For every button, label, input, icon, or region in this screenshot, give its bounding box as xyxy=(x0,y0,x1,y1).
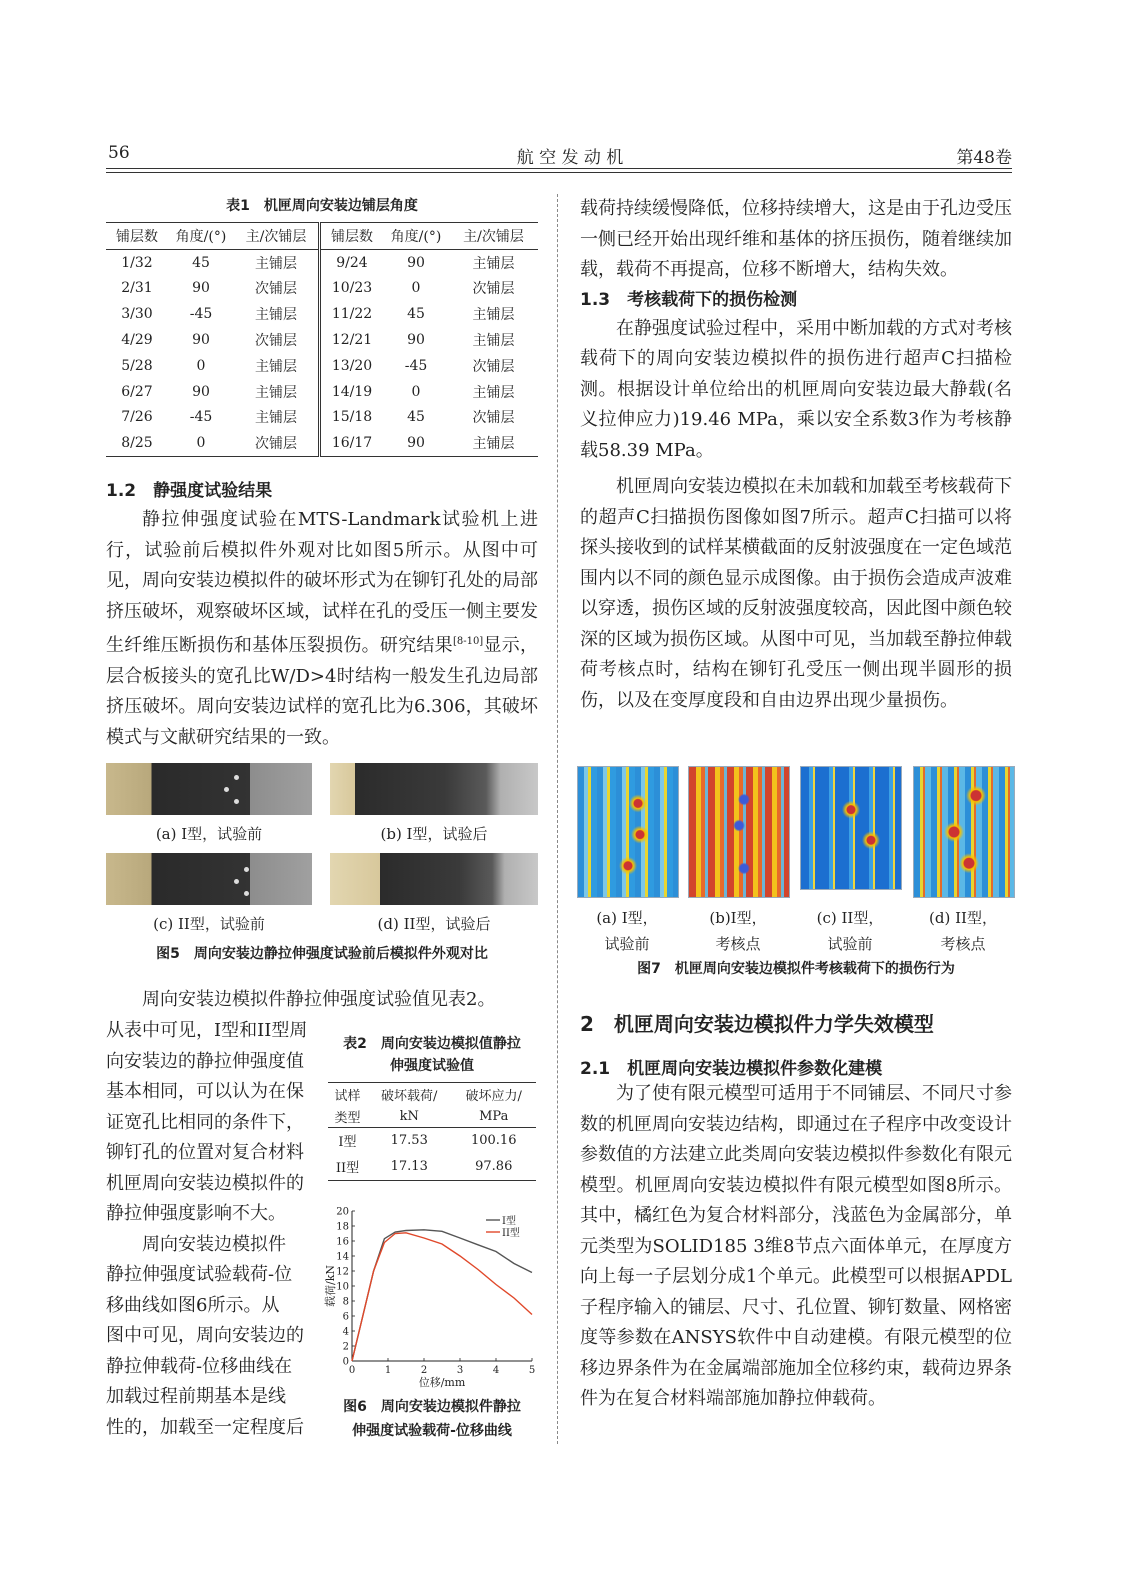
table2-header-row xyxy=(328,1105,536,1128)
rivet-hole-icon xyxy=(244,867,249,872)
fig7-label-line: 试验前 xyxy=(827,935,873,953)
table1-cell: 主铺层 xyxy=(472,436,515,453)
fig6-caption-line: 图6 周向安装边模拟件静拉 xyxy=(343,1399,521,1415)
text-line: 静拉伸载荷-位移曲线在 xyxy=(106,1355,293,1377)
table1-cell: 0 xyxy=(411,383,421,400)
fig7-label-c xyxy=(795,905,905,957)
table1-cell: 0 xyxy=(196,435,206,452)
section-1-2-heading: 1.2 静强度试验结果 xyxy=(106,481,273,502)
table2-header: 破坏载荷/ xyxy=(381,1088,438,1104)
table1-cell: 11/22 xyxy=(331,306,373,323)
table-row xyxy=(106,353,538,379)
table1-cell: 次铺层 xyxy=(234,327,320,353)
left-column xyxy=(106,194,538,753)
table1-header-row xyxy=(106,223,538,250)
table2-header: kN xyxy=(399,1108,419,1124)
rivet-hole-icon xyxy=(234,775,239,780)
table2-cell: 17.13 xyxy=(390,1159,428,1175)
fig7-caption: 图7 机匣周向安装边模拟件考核载荷下的损伤行为 xyxy=(637,961,955,977)
table1-cell: 13/20 xyxy=(331,357,373,374)
text-line: 静拉伸强度试验载荷-位 xyxy=(106,1264,293,1285)
table2-header: MPa xyxy=(479,1108,509,1124)
rivet-hole-icon xyxy=(234,799,239,804)
table2 xyxy=(328,1082,536,1181)
x-tick-label: 1 xyxy=(384,1365,392,1376)
fig7-label-d xyxy=(908,905,1018,957)
fig7-label-line: 考核点 xyxy=(715,935,761,953)
page-number: 56 xyxy=(108,143,130,163)
table1-cell: 主铺层 xyxy=(234,405,320,431)
text-line: 周向安装边模拟件 xyxy=(142,1233,286,1255)
table1-header: 铺层数 xyxy=(331,228,373,245)
y-tick-label: 4 xyxy=(342,1326,349,1338)
text-line: 机匣周向安装边模拟件的 xyxy=(106,1172,304,1194)
fig7-label-line: (b)I型， xyxy=(709,909,767,927)
text-line: 向安装边的静拉伸强度值 xyxy=(106,1050,304,1072)
fig7-scan-c xyxy=(800,766,902,890)
text-line: 铆钉孔的位置对复合材料 xyxy=(106,1142,304,1163)
section-1-3-paragraph: 在静强度试验过程中，采用中断加载的方式对考核载荷下的周向安装边模拟件的损伤进行超声C扫描检测。根据设计单位给出的机匣周向安装边最大静载(名义拉伸应力)19.46 MPa，乘以安全系数3作为考核静载58.39 MPa。 xyxy=(580,317,1012,461)
right-column xyxy=(580,194,1012,716)
table1-cell: 5/28 xyxy=(121,357,153,374)
fig7-label-line: (a) I型， xyxy=(596,909,658,927)
section-1-2-text-cont: 显示，层合板接头的宽孔比W/D>4时结构一般发生孔边局部挤压破坏。周向安装边试样的宽孔比为6.306，其破坏模式与文献研究结果的一致。 xyxy=(106,635,538,748)
table1-caption: 表1 机匣周向安装边铺层角度 xyxy=(226,198,418,214)
y-tick-label: 6 xyxy=(342,1311,349,1323)
fig7-scan-a xyxy=(577,766,679,898)
table1-cell: 9/24 xyxy=(336,254,368,271)
fig7-label-line: (c) II型， xyxy=(816,909,884,927)
x-tick-label: 0 xyxy=(348,1365,356,1376)
rivet-hole-icon xyxy=(234,879,239,884)
table1-cell: 主铺层 xyxy=(472,307,515,324)
rivet-hole-icon xyxy=(244,891,249,896)
table-row xyxy=(106,379,538,405)
table1-cell: 10/23 xyxy=(331,280,373,297)
x-axis-label: 位移/mm xyxy=(418,1376,466,1389)
fig7-label-line: (d) II型， xyxy=(929,909,997,927)
text-line: 性的，加载至一定程度后 xyxy=(106,1416,304,1438)
fig5-label-b: (b) I型，试验后 xyxy=(380,825,488,843)
table1-cell: 2/31 xyxy=(121,280,153,297)
x-tick-label: 2 xyxy=(420,1365,428,1376)
table1-cell: 0 xyxy=(411,280,421,297)
table1-cell: 90 xyxy=(407,435,425,452)
fig5-photo-a xyxy=(106,763,312,815)
table1-cell: 90 xyxy=(407,332,425,349)
table-row xyxy=(328,1128,536,1154)
fig7-label-b xyxy=(683,905,793,957)
table-row xyxy=(106,249,538,275)
x-tick-label: 3 xyxy=(456,1365,464,1376)
journal-title: 航 空 发 动 机 xyxy=(516,148,624,168)
fig7-label-line: 考核点 xyxy=(940,935,986,953)
table1-cell: 45 xyxy=(407,306,425,323)
table-row xyxy=(106,405,538,431)
table1-cell: -45 xyxy=(189,306,213,323)
section-2-1-heading: 2.1 机匣周向安装边模拟件参数化建模 xyxy=(580,1059,883,1079)
y-tick-label: 16 xyxy=(336,1236,349,1248)
rivet-hole-icon xyxy=(224,787,229,792)
table1-cell: 8/25 xyxy=(121,435,153,452)
table2-intro: 周向安装边模拟件静拉伸强度试验值见表2。 xyxy=(142,989,496,1010)
fig6-chart xyxy=(326,1205,538,1391)
series-line-1 xyxy=(352,1230,532,1361)
table1-cell: -45 xyxy=(189,409,213,426)
fig5-photo-c xyxy=(106,853,312,905)
table1-cell: 90 xyxy=(192,280,210,297)
table2-header: 类型 xyxy=(334,1110,361,1126)
table2-header: 试样 xyxy=(334,1088,361,1104)
citation: [8-10] xyxy=(452,636,484,648)
table1-cell: 主铺层 xyxy=(234,353,320,379)
fig5-caption: 图5 周向安装边静拉伸强度试验前后模拟件外观对比 xyxy=(156,946,488,962)
legend-label: I型 xyxy=(502,1216,516,1227)
header-rule xyxy=(106,168,1012,169)
x-tick-label: 5 xyxy=(528,1365,536,1376)
y-tick-label: 0 xyxy=(342,1356,349,1368)
table2-cell: 100.16 xyxy=(470,1133,517,1149)
table2-caption xyxy=(326,1033,538,1077)
y-tick-label: 10 xyxy=(336,1281,349,1293)
table1-cell: 16/17 xyxy=(331,435,373,452)
fig6-caption xyxy=(326,1395,538,1443)
x-tick-label: 4 xyxy=(492,1365,500,1376)
fig6-caption-line: 伸强度试验载荷-位移曲线 xyxy=(352,1423,512,1439)
table1-cell: 45 xyxy=(192,254,210,271)
table1-cell: 4/29 xyxy=(121,332,153,349)
table1-cell: 主铺层 xyxy=(234,301,320,327)
text-line: 证宽孔比相同的条件下， xyxy=(106,1111,304,1133)
table1-cell: -45 xyxy=(404,357,428,374)
table1-cell: 主铺层 xyxy=(234,379,320,405)
fig7-label-line: 试验前 xyxy=(604,935,650,953)
left-bottom-text-a xyxy=(106,1016,320,1443)
fig7-scan-b xyxy=(688,766,790,898)
table2-cell: 97.86 xyxy=(475,1159,513,1175)
table1-cell: 次铺层 xyxy=(472,410,515,427)
y-tick-label: 12 xyxy=(336,1266,349,1278)
y-tick-label: 14 xyxy=(336,1251,349,1263)
table1-header: 铺层数 xyxy=(116,228,158,245)
legend-label: II型 xyxy=(502,1228,520,1239)
y-tick-label: 2 xyxy=(342,1341,349,1353)
fig5-label-c: (c) II型，试验前 xyxy=(153,915,265,933)
table1-cell: 3/30 xyxy=(121,306,153,323)
table-row xyxy=(328,1154,536,1180)
table1-cell: 主铺层 xyxy=(472,384,515,401)
table1-cell: 15/18 xyxy=(331,409,373,426)
y-axis-label: 载荷/kN xyxy=(324,1265,337,1307)
table1-header: 角度/(°) xyxy=(175,228,227,245)
table1-cell: 次铺层 xyxy=(472,281,515,298)
table1-cell: 主铺层 xyxy=(472,255,515,272)
section-2-heading: 2 机匣周向安装边模拟件力学失效模型 xyxy=(580,1012,934,1036)
fig5-label-a: (a) I型，试验前 xyxy=(155,825,263,843)
table1-cell: 次铺层 xyxy=(234,276,320,302)
text-line: 图中可见，周向安装边的 xyxy=(106,1325,304,1346)
text-line: 移曲线如图6所示。从 xyxy=(106,1294,280,1316)
text-line: 静拉伸强度影响不大。 xyxy=(106,1203,286,1224)
header-rule-thin xyxy=(106,172,1012,173)
fig5-photo-b xyxy=(330,763,538,815)
table-row xyxy=(106,327,538,353)
paragraph-continued: 载荷持续缓慢降低，位移持续增大，这是由于孔边受压一侧已经开始出现纤维和基体的挤压损伤，随着继续加载，载荷不再提高，位移不断增大，结构失效。 xyxy=(580,198,1012,280)
text-line: 基本相同，可以认为在保 xyxy=(106,1081,304,1102)
table2-cell: I型 xyxy=(338,1135,357,1151)
table2-header: 破坏应力/ xyxy=(465,1088,522,1104)
table1-cell: 1/32 xyxy=(121,254,153,271)
table-row xyxy=(106,430,538,456)
table1-cell: 45 xyxy=(407,409,425,426)
table2-cell: 17.53 xyxy=(390,1133,428,1149)
table1-cell: 7/26 xyxy=(121,409,153,426)
table2-header-row xyxy=(328,1083,536,1106)
table1-cell: 次铺层 xyxy=(234,430,320,456)
section-1-2-text: 静拉伸强度试验在MTS-Landmark试验机上进行，试验前后模拟件外观对比如图5所示。从图中可见，周向安装边模拟件的破坏形式为在铆钉孔处的局部挤压破坏，观察破坏区域，试样在孔的受压一侧主要发生纤维压断损伤和基体压裂损伤。研究结果 xyxy=(106,509,538,657)
fig5-label-d: (d) II型，试验后 xyxy=(377,915,491,933)
table1-cell: 12/21 xyxy=(331,332,373,349)
section-1-3-paragraph-2: 机匣周向安装边模拟在未加载和加载至考核载荷下的超声C扫描损伤图像如图7所示。超声C扫描可以将探头接收到的试样某横截面的反射波强度在一定色域范围内以不同的颜色显示成图像。由于损伤会造成声波难以穿透，损伤区域的反射波强度较高，因此图中颜色较深的区域为损伤区域。从图中可见，当加载至静拉伸载荷考核点时，结构在铆钉孔受压一侧出现半圆形的损伤，以及在变厚度段和自由边界出现少量损伤。 xyxy=(580,476,1012,711)
table1 xyxy=(106,222,538,457)
table1-cell: 主铺层 xyxy=(472,333,515,350)
table1-header: 主/次铺层 xyxy=(234,223,320,250)
table1-cell: 6/27 xyxy=(121,383,153,400)
table1-cell: 90 xyxy=(192,383,210,400)
table1-cell: 90 xyxy=(407,254,425,271)
table1-cell: 14/19 xyxy=(331,383,373,400)
table2-cell: II型 xyxy=(335,1161,360,1177)
table2-caption-line: 伸强度试验值 xyxy=(390,1058,474,1074)
text-line: 从表中可见，I型和II型周 xyxy=(106,1020,308,1041)
table-row xyxy=(106,276,538,302)
section-1-2-paragraph xyxy=(106,505,538,753)
y-tick-label: 18 xyxy=(336,1221,349,1233)
table1-header: 角度/(°) xyxy=(390,228,442,245)
table1-cell: 90 xyxy=(192,332,210,349)
fig5-photo-d xyxy=(330,853,538,905)
section-2-1-paragraph: 为了使有限元模型可适用于不同铺层、不同尺寸参数的机匣周向安装边结构，即通过在子程序中改变设计参数值的方法建立此类周向安装边模拟件参数化有限元模型。机匣周向安装边模拟件有限元模型如图8所示。其中，橘红色为复合材料部分，浅蓝色为金属部分，单元类型为SOLID185 3维8节点六面体单元，在厚度方向上每一子层划分成1个单元。此模型可以根据APDL子程序输入的铺层、尺寸、孔位置、铆钉数量、网格密度等参数在ANSYS软件中自动建模。有限元模型的位移边界条件为在金属端部施加全位移约束，载荷边界条件为在复合材料端部施加静拉伸载荷。 xyxy=(580,1083,1012,1409)
fig7-label-a xyxy=(572,905,682,957)
series-line-2 xyxy=(352,1233,532,1361)
column-divider xyxy=(557,194,558,1444)
y-tick-label: 20 xyxy=(336,1206,349,1218)
section-1-3-heading: 1.3 考核载荷下的损伤检测 xyxy=(580,289,798,310)
table1-cell: 主铺层 xyxy=(234,249,320,275)
table1-cell: 0 xyxy=(196,357,206,374)
table1-header: 主/次铺层 xyxy=(463,228,524,245)
table-row xyxy=(106,301,538,327)
fig7-scan-d xyxy=(913,766,1015,898)
y-tick-label: 8 xyxy=(342,1296,349,1308)
volume-label: 第48卷 xyxy=(956,148,1012,168)
text-line: 加载过程前期基本是线 xyxy=(106,1386,286,1407)
table2-caption-line: 表2 周向安装边模拟值静拉 xyxy=(343,1036,521,1052)
table1-cell: 次铺层 xyxy=(472,358,515,375)
